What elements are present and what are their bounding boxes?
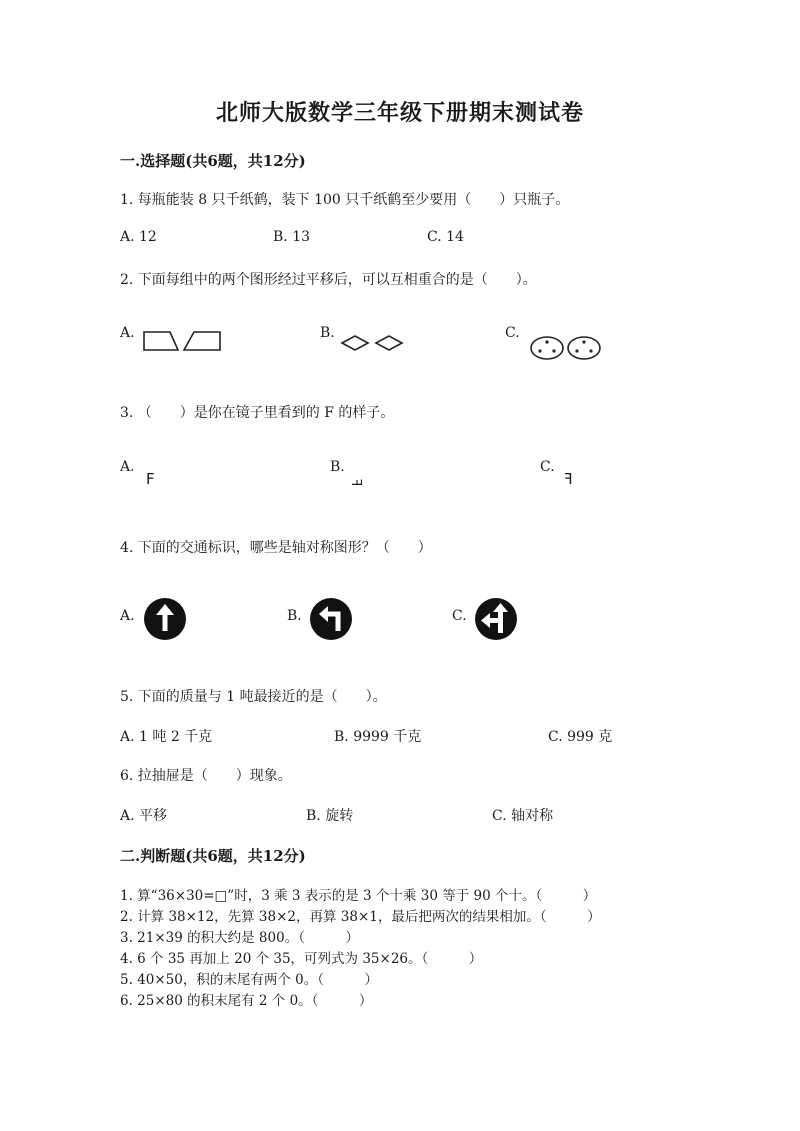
q2-option-a: A. (120, 325, 135, 341)
q6-option-b: B. 旋转 (306, 808, 354, 824)
judge-item-6: 6. 25×80 的积末尾有 2 个 0。（ ） (120, 993, 373, 1009)
q1-option-a: A. 12 (120, 229, 157, 245)
judge-item-4: 4. 6 个 35 再加上 20 个 35，可列式为 35×26。（ ） (120, 951, 483, 967)
section-heading-judgement: 二.判断题(共6题，共12分) (120, 847, 306, 865)
turn-left-sign-icon (309, 597, 353, 641)
arrow-up-sign-icon (143, 597, 187, 641)
parallelograms-figure (140, 328, 224, 354)
q4-option-c: C. (452, 608, 467, 624)
split-arrow-sign-icon (474, 597, 518, 641)
q1-option-c: C. 14 (427, 229, 464, 245)
judge-item-5: 5. 40×50，积的末尾有两个 0。（ ） (120, 972, 378, 988)
judge-item-2: 2. 计算 38×12，先算 38×2，再算 38×1，最后把两次的结果相加。（ ） (120, 909, 601, 925)
q4-option-b: B. (287, 608, 302, 624)
q3-option-b: B. (330, 459, 345, 475)
q3-option-c: C. (540, 459, 555, 475)
q1-option-b: B. 13 (273, 229, 311, 245)
question-3: 3. （ ）是你在镜子里看到的 F 的样子。 (120, 405, 395, 421)
q5-option-a: A. 1 吨 2 千克 (120, 729, 213, 745)
q2-option-c: C. (505, 325, 520, 341)
f-rotated-glyph: F (348, 478, 364, 487)
question-5: 5. 下面的质量与 1 吨最接近的是（ ）。 (120, 689, 387, 705)
q6-option-c: C. 轴对称 (492, 808, 554, 824)
q3-option-a: A. (120, 459, 135, 475)
question-4: 4. 下面的交通标识，哪些是轴对称图形？（ ） (120, 540, 432, 556)
q4-option-a: A. (120, 608, 135, 624)
q2-option-b: B. (320, 325, 335, 341)
section-heading-choice: 一.选择题(共6题，共12分) (120, 152, 306, 170)
page-title: 北师大版数学三年级下册期末测试卷 (215, 100, 584, 126)
q6-option-a: A. 平移 (120, 808, 168, 824)
question-2: 2. 下面每组中的两个图形经过平移后，可以互相重合的是（ ）。 (120, 272, 537, 288)
judge-item-3: 3. 21×39 的积大约是 800。（ ） (120, 930, 359, 946)
question-6: 6. 拉抽屉是（ ）现象。 (120, 768, 292, 784)
q5-option-b: B. 9999 千克 (334, 729, 422, 745)
judge-item-1: 1. 算“36×30=□”时，3 乘 3 表示的是 3 个十乘 30 等于 90 个十。（ ） (120, 888, 597, 904)
question-1: 1. 每瓶能装 8 只千纸鹤，装下 100 只千纸鹤至少要用（ ）只瓶子。 (120, 192, 570, 208)
q5-option-c: C. 999 克 (548, 729, 613, 745)
f-upright-glyph: F (146, 470, 155, 488)
diamonds-figure (338, 332, 408, 354)
dotted-ovals-figure (528, 333, 604, 363)
f-mirrored-glyph: F (564, 470, 573, 488)
